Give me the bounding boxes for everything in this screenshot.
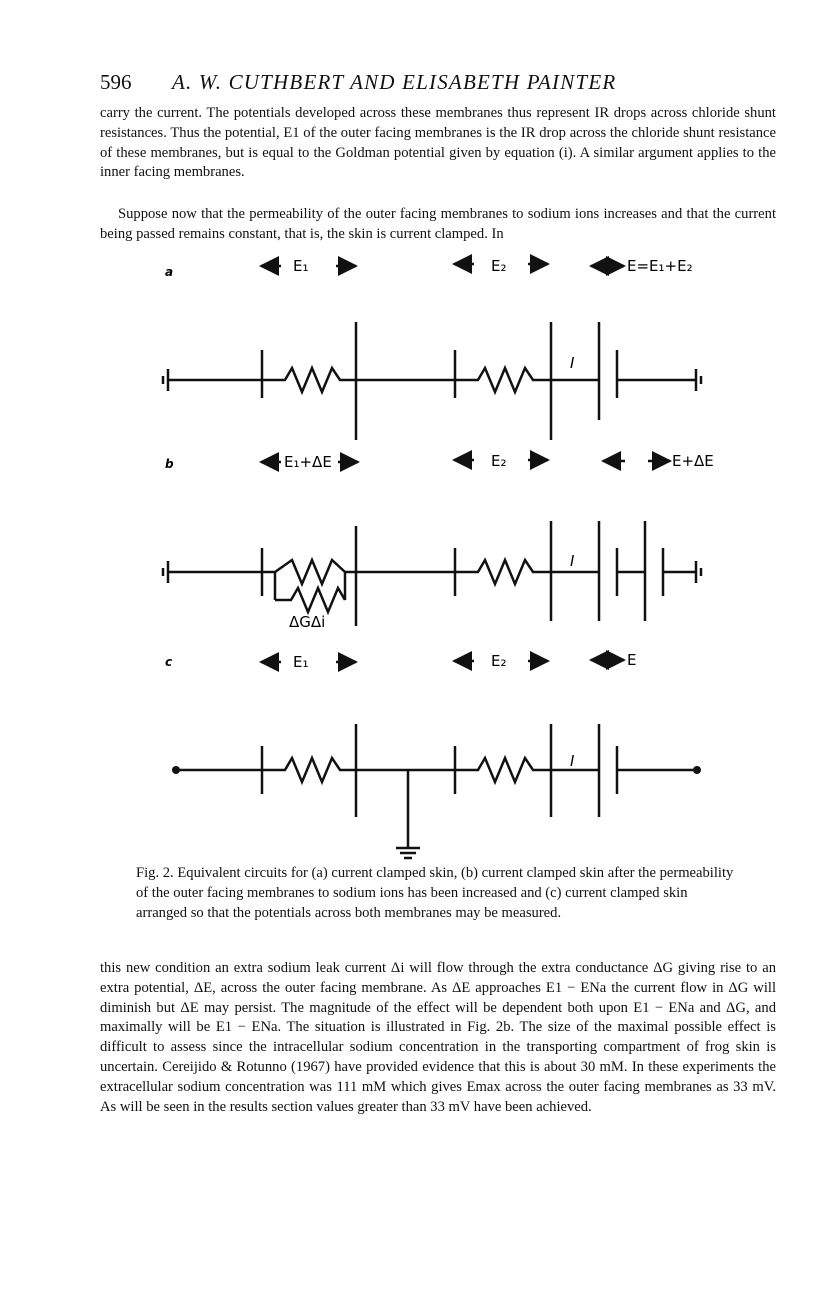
panel-a-circuit <box>163 322 701 440</box>
terminal-right <box>693 766 701 774</box>
panel-c-current-label: I <box>570 752 575 770</box>
panel-a-label-3: E=E₁+E₂ <box>627 257 693 275</box>
panel-c-letter: c <box>165 655 173 669</box>
paragraph-1: carry the current. The potentials developed across these membranes thus represent IR drops across chloride shunt resistances. Thus the potential, E1 of the outer facing membranes is the IR drop across the chloride shunt resistance of these membranes, but is equal to the Goldman potential given by equation (i). A similar argument applies to the inner facing membranes. <box>100 105 776 181</box>
panel-b-letter: b <box>165 457 174 471</box>
panel-a-label-1: E₁ <box>293 257 309 275</box>
panel-c-label-3: E <box>627 651 637 669</box>
panel-b-current-label: I <box>570 552 575 570</box>
figure-2-diagram <box>0 240 816 860</box>
panel-b-label-3: E+ΔE <box>672 452 714 470</box>
page-header <box>100 70 776 100</box>
panel-a-letter: a <box>165 265 174 279</box>
panel-b-sub-label: ΔGΔi <box>289 613 326 631</box>
panel-a-current-label: I <box>570 354 575 372</box>
panel-b-label-2: E₂ <box>491 452 507 470</box>
panel-b-label-1: E₁+ΔE <box>284 453 332 471</box>
panel-c-label-1: E₁ <box>293 653 309 671</box>
paragraph-2: Suppose now that the permeability of the outer facing membranes to sodium ions increases and that the current being passed remains constant, that is, the skin is current clamped. In <box>100 206 776 242</box>
paragraph-3: this new condition an extra sodium leak current Δi will flow through the extra conductance ΔG giving rise to an extra potential, ΔE, across the outer facing membrane. As ΔE approaches E1 − ENa the current flow in ΔG will diminish but ΔE may persist. The magnitude of the effect will be dependent both upon E1 − ENa and ΔG, and maximally will be E1 − ENa. The situation is illustrated in Fig. 2b. The size of the maximal possible effect is difficult to assess since the intracellular sodium concentration in the transporting compartment of frog skin is uncertain. Cereijido & Rotunno (1967) have provided evidence that this is about 30 mM. In these experiments the extracellular sodium concentration was 111 mM which gives Emax across the outer facing membranes as 33 mV. As will be seen in the results section values greater than 33 mV have been achieved. <box>100 960 776 1115</box>
panel-c-arrows <box>261 660 624 662</box>
figure-caption: Fig. 2. Equivalent circuits for (a) current clamped skin, (b) current clamped skin after the permeability of the outer facing membranes to sodium ions has been increased and (c) current clamped skin arranged so that the potentials across both membranes may be measured. <box>136 865 734 921</box>
panel-a-arrows <box>261 264 624 266</box>
terminal-left <box>172 766 180 774</box>
running-head: A. W. CUTHBERT AND ELISABETH PAINTER <box>172 70 617 94</box>
panel-c-circuit <box>176 724 697 858</box>
page-number: 596 <box>100 70 132 94</box>
panel-c-label-2: E₂ <box>491 652 507 670</box>
panel-b-circuit <box>163 521 701 626</box>
panel-a-label-2: E₂ <box>491 257 507 275</box>
